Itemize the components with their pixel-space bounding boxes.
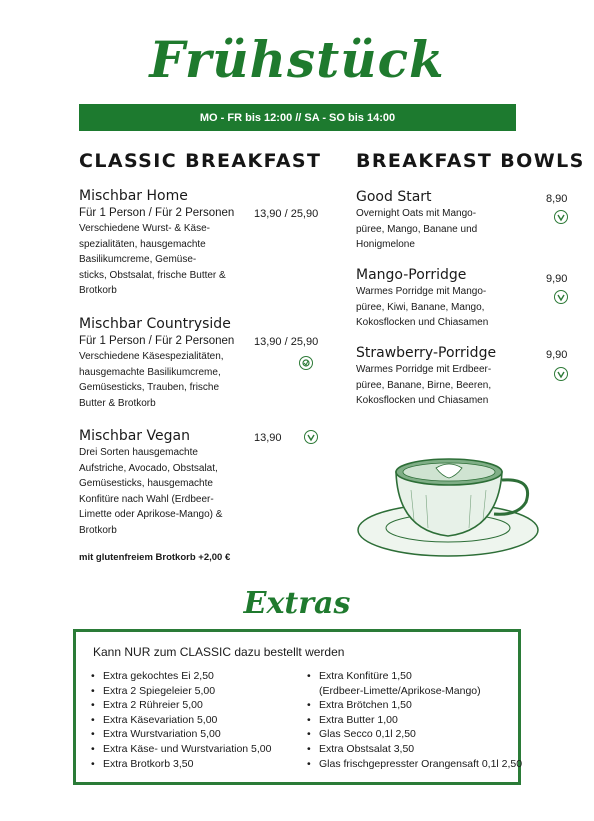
- item-description: Overnight Oats mit Mango- püree, Mango, Banane und Honigmelone: [356, 208, 478, 250]
- list-item: • Extra gekochtes Ei 2,50: [91, 669, 271, 684]
- item-price: 13,90 / 25,90: [254, 208, 319, 220]
- classic-breakfast-heading: CLASSIC BREAKFAST: [79, 150, 322, 172]
- extras-list-left: [91, 669, 271, 771]
- menu-item-mischbar-vegan: [79, 427, 279, 538]
- item-price: 8,90: [546, 193, 568, 205]
- list-item: • Extra Konfitüre 1,50: [307, 669, 522, 684]
- menu-item-mango-porridge: [356, 266, 536, 331]
- item-subtitle: Für 1 Person / Für 2 Personen: [79, 335, 235, 347]
- menu-item-good-start: [356, 188, 536, 253]
- list-item: • Extra Brötchen 1,50: [307, 698, 522, 713]
- extras-list-right: [307, 669, 522, 771]
- extras-box: [73, 629, 521, 785]
- list-item: • Extra Käse- und Wurstvariation 5,00: [91, 742, 271, 757]
- item-subtitle: Für 1 Person / Für 2 Personen: [79, 207, 235, 219]
- extras-note: Kann NUR zum CLASSIC dazu bestellt werden: [93, 645, 345, 659]
- item-name: Mischbar Vegan: [79, 428, 190, 444]
- coffee-cup-illustration: [356, 450, 546, 560]
- item-name: Good Start: [356, 189, 432, 205]
- list-item-continuation: (Erdbeer-Limette/Aprikose-Mango): [319, 684, 481, 697]
- item-description: Warmes Porridge mit Mango- püree, Kiwi, Banane, Mango, Kokosflocken und Chiasamen: [356, 286, 489, 328]
- menu-item-mischbar-home: [79, 187, 279, 299]
- item-name: Mango-Porridge: [356, 267, 467, 283]
- item-name: Strawberry-Porridge: [356, 345, 497, 361]
- item-price: 13,90: [254, 432, 282, 444]
- list-item: • Extra Brotkorb 3,50: [91, 757, 271, 772]
- list-item: • Glas Secco 0,1l 2,50: [307, 727, 522, 742]
- item-description: Verschiedene Wurst- & Käse- spezialitäten, hausgemachte Basilikumcreme, Gemüse- sticks, Obstsalat, frische Butter & Brotkorb: [79, 223, 226, 296]
- list-item: • Extra 2 Spiegeleier 5,00: [91, 684, 271, 699]
- extras-title: Extras: [243, 586, 351, 621]
- item-name: Mischbar Countryside: [79, 316, 231, 332]
- opening-hours-bar: MO - FR bis 12:00 // SA - SO bis 14:00: [79, 104, 516, 131]
- item-name: Mischbar Home: [79, 188, 188, 204]
- list-item: • Extra 2 Rühreier 5,00: [91, 698, 271, 713]
- list-item: • Extra Käsevariation 5,00: [91, 713, 271, 728]
- menu-item-strawberry-porridge: [356, 344, 536, 409]
- vegetarian-icon: [299, 356, 313, 370]
- item-description: Warmes Porridge mit Erdbeer- püree, Banane, Birne, Beeren, Kokosflocken und Chiasamen: [356, 364, 492, 406]
- breakfast-bowls-heading: BREAKFAST BOWLS: [356, 150, 585, 172]
- item-description: Drei Sorten hausgemachte Aufstriche, Avocado, Obstsalat, Gemüsesticks, hausgemachte Konfitüre nach Wahl (Erdbeer- Limette oder Aprikose-Mango) & Brotkorb: [79, 447, 223, 536]
- list-item: • Extra Obstsalat 3,50: [307, 742, 522, 757]
- vegan-icon: [554, 290, 568, 304]
- item-description: Verschiedene Käsespezialitäten, hausgemachte Basilikumcreme, Gemüsesticks, Trauben, frische Butter & Brotkorb: [79, 351, 224, 409]
- item-price: 9,90: [546, 349, 568, 361]
- list-item: • Extra Butter 1,00: [307, 713, 522, 728]
- item-price: 13,90 / 25,90: [254, 336, 319, 348]
- vegan-icon: [554, 367, 568, 381]
- menu-item-mischbar-countryside: [79, 315, 279, 411]
- list-item: • Glas frischgepresster Orangensaft 0,1l 2,50: [307, 757, 522, 772]
- vegan-icon: [304, 430, 318, 444]
- gluten-free-note: mit glutenfreiem Brotkorb +2,00 €: [79, 552, 231, 563]
- page-title: Frühstück: [149, 30, 445, 89]
- vegan-icon: [554, 210, 568, 224]
- list-item: • Extra Wurstvariation 5,00: [91, 727, 271, 742]
- item-price: 9,90: [546, 273, 568, 285]
